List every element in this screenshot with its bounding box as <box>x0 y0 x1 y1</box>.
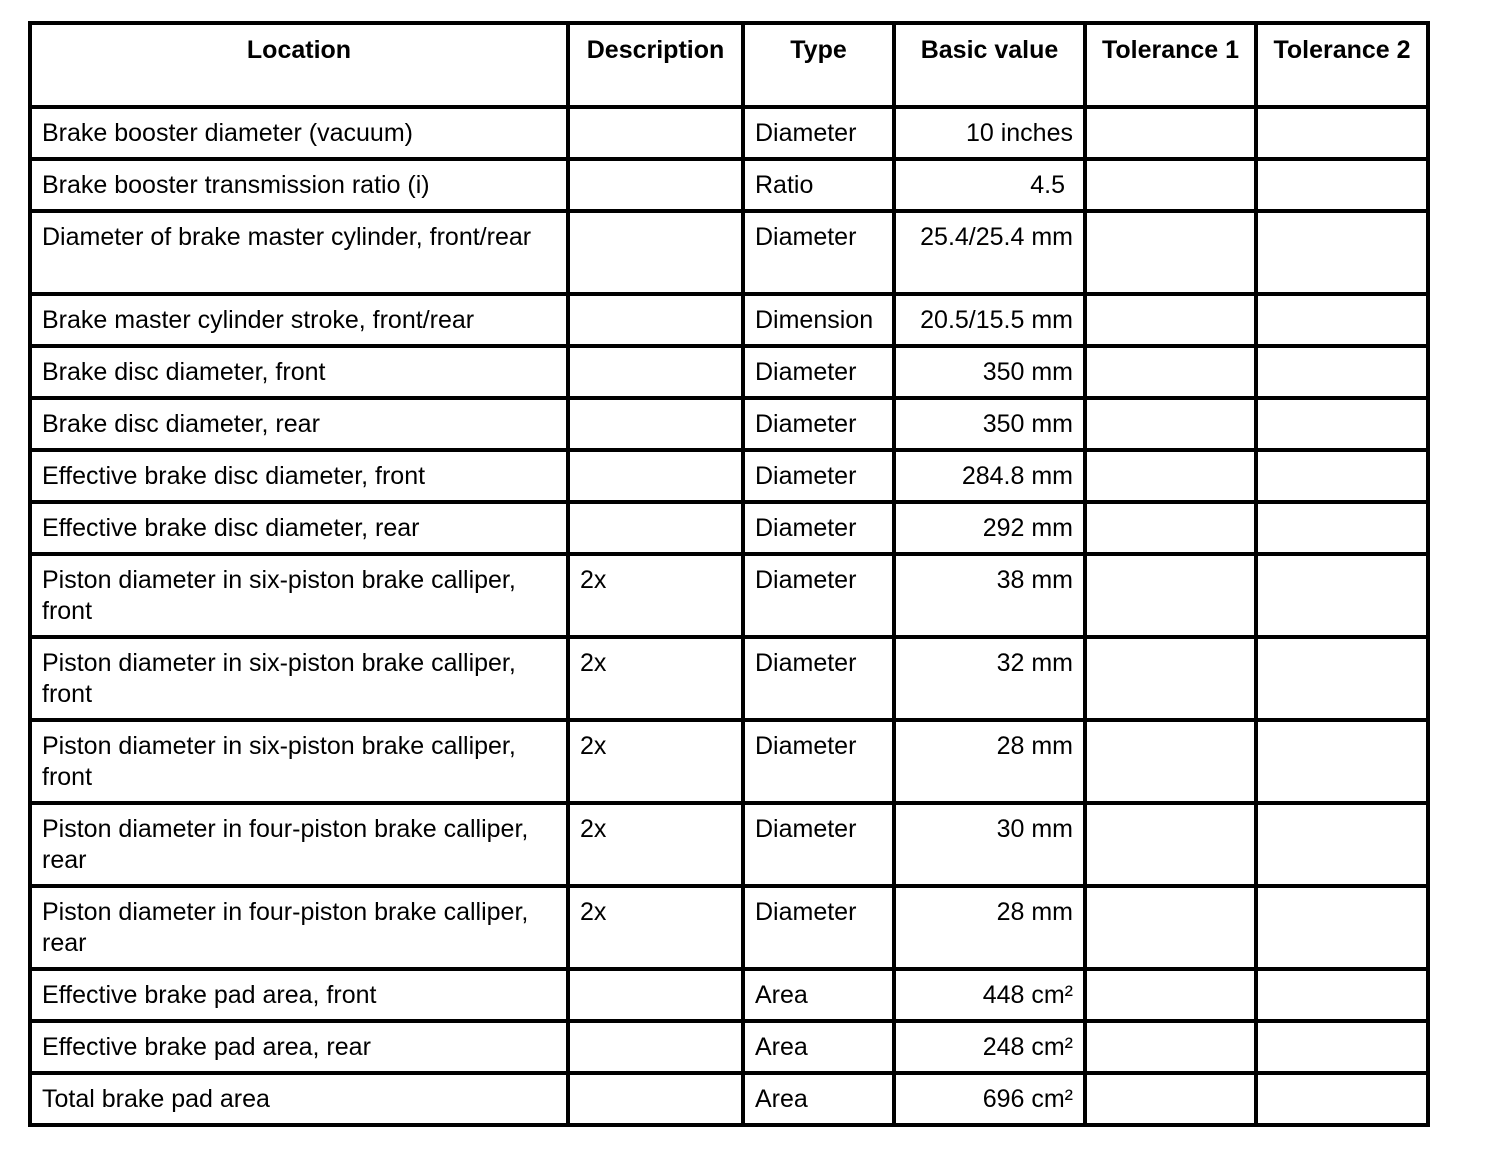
cell-basic-value: 696 cm² <box>894 1073 1085 1125</box>
cell-tolerance-2 <box>1256 398 1428 450</box>
cell-tolerance-1 <box>1085 803 1256 886</box>
cell-tolerance-1 <box>1085 1021 1256 1073</box>
cell-description <box>568 1073 743 1125</box>
table-row <box>30 803 1428 886</box>
cell-location: Brake booster diameter (vacuum) <box>30 107 568 159</box>
cell-type: Diameter <box>743 886 894 969</box>
cell-basic-value: 448 cm² <box>894 969 1085 1021</box>
cell-tolerance-2 <box>1256 969 1428 1021</box>
cell-tolerance-2 <box>1256 107 1428 159</box>
cell-basic-value: 284.8 mm <box>894 450 1085 502</box>
cell-tolerance-1 <box>1085 720 1256 803</box>
cell-description <box>568 107 743 159</box>
cell-type: Diameter <box>743 720 894 803</box>
spec-table <box>28 21 1430 1127</box>
cell-tolerance-1 <box>1085 294 1256 346</box>
cell-basic-value: 28 mm <box>894 886 1085 969</box>
header-basic-value: Basic value <box>894 23 1085 107</box>
cell-tolerance-1 <box>1085 346 1256 398</box>
cell-location: Piston diameter in four-piston brake calliper, rear <box>30 886 568 969</box>
cell-basic-value: 32 mm <box>894 637 1085 720</box>
cell-description <box>568 294 743 346</box>
cell-basic-value: 30 mm <box>894 803 1085 886</box>
cell-tolerance-1 <box>1085 886 1256 969</box>
table-row <box>30 554 1428 637</box>
cell-tolerance-1 <box>1085 398 1256 450</box>
cell-location: Piston diameter in six-piston brake calliper, front <box>30 637 568 720</box>
cell-tolerance-1 <box>1085 159 1256 211</box>
cell-type: Diameter <box>743 346 894 398</box>
cell-location: Piston diameter in six-piston brake calliper, front <box>30 554 568 637</box>
cell-basic-value: 38 mm <box>894 554 1085 637</box>
cell-basic-value: 28 mm <box>894 720 1085 803</box>
table-header-row <box>30 23 1428 107</box>
cell-tolerance-2 <box>1256 1021 1428 1073</box>
cell-description <box>568 159 743 211</box>
cell-tolerance-2 <box>1256 720 1428 803</box>
cell-basic-value: 20.5/15.5 mm <box>894 294 1085 346</box>
cell-type: Diameter <box>743 211 894 294</box>
cell-description <box>568 346 743 398</box>
cell-location: Brake disc diameter, front <box>30 346 568 398</box>
cell-tolerance-1 <box>1085 502 1256 554</box>
cell-location: Effective brake pad area, front <box>30 969 568 1021</box>
cell-description <box>568 450 743 502</box>
cell-location: Piston diameter in six-piston brake calliper, front <box>30 720 568 803</box>
cell-tolerance-1 <box>1085 107 1256 159</box>
cell-tolerance-1 <box>1085 450 1256 502</box>
table-row <box>30 1073 1428 1125</box>
table-row <box>30 294 1428 346</box>
cell-tolerance-2 <box>1256 637 1428 720</box>
cell-tolerance-1 <box>1085 554 1256 637</box>
cell-tolerance-2 <box>1256 159 1428 211</box>
cell-description <box>568 969 743 1021</box>
cell-type: Dimension <box>743 294 894 346</box>
table-row <box>30 720 1428 803</box>
table-row <box>30 637 1428 720</box>
cell-tolerance-2 <box>1256 554 1428 637</box>
header-tolerance-2: Tolerance 2 <box>1256 23 1428 107</box>
table-row <box>30 159 1428 211</box>
cell-description: 2x <box>568 803 743 886</box>
cell-type: Diameter <box>743 554 894 637</box>
cell-basic-value: 10 inches <box>894 107 1085 159</box>
cell-tolerance-2 <box>1256 211 1428 294</box>
cell-basic-value: 248 cm² <box>894 1021 1085 1073</box>
header-description: Description <box>568 23 743 107</box>
cell-description <box>568 398 743 450</box>
header-type: Type <box>743 23 894 107</box>
cell-tolerance-2 <box>1256 1073 1428 1125</box>
cell-tolerance-2 <box>1256 886 1428 969</box>
cell-type: Diameter <box>743 803 894 886</box>
cell-tolerance-1 <box>1085 637 1256 720</box>
cell-description: 2x <box>568 554 743 637</box>
cell-type: Diameter <box>743 398 894 450</box>
cell-tolerance-2 <box>1256 346 1428 398</box>
cell-description: 2x <box>568 886 743 969</box>
cell-location: Effective brake disc diameter, front <box>30 450 568 502</box>
table-row <box>30 450 1428 502</box>
table-row <box>30 969 1428 1021</box>
cell-location: Total brake pad area <box>30 1073 568 1125</box>
cell-description <box>568 1021 743 1073</box>
table-row <box>30 211 1428 294</box>
cell-type: Area <box>743 969 894 1021</box>
cell-type: Area <box>743 1021 894 1073</box>
cell-tolerance-2 <box>1256 803 1428 886</box>
cell-location: Brake disc diameter, rear <box>30 398 568 450</box>
cell-location: Effective brake pad area, rear <box>30 1021 568 1073</box>
cell-basic-value: 292 mm <box>894 502 1085 554</box>
table-row <box>30 346 1428 398</box>
cell-type: Diameter <box>743 637 894 720</box>
header-tolerance-1: Tolerance 1 <box>1085 23 1256 107</box>
cell-tolerance-1 <box>1085 1073 1256 1125</box>
cell-basic-value: 25.4/25.4 mm <box>894 211 1085 294</box>
cell-description: 2x <box>568 637 743 720</box>
cell-basic-value: 350 mm <box>894 346 1085 398</box>
cell-location: Effective brake disc diameter, rear <box>30 502 568 554</box>
cell-type: Ratio <box>743 159 894 211</box>
cell-type: Area <box>743 1073 894 1125</box>
cell-type: Diameter <box>743 107 894 159</box>
cell-location: Diameter of brake master cylinder, front/rear <box>30 211 568 294</box>
cell-basic-value: 4.5 <box>894 159 1085 211</box>
cell-type: Diameter <box>743 450 894 502</box>
table-row <box>30 502 1428 554</box>
table-row <box>30 886 1428 969</box>
cell-type: Diameter <box>743 502 894 554</box>
cell-location: Piston diameter in four-piston brake calliper, rear <box>30 803 568 886</box>
cell-description <box>568 211 743 294</box>
cell-tolerance-2 <box>1256 450 1428 502</box>
header-location: Location <box>30 23 568 107</box>
cell-description: 2x <box>568 720 743 803</box>
table-row <box>30 107 1428 159</box>
cell-location: Brake booster transmission ratio (i) <box>30 159 568 211</box>
cell-location: Brake master cylinder stroke, front/rear <box>30 294 568 346</box>
table-row <box>30 1021 1428 1073</box>
cell-tolerance-2 <box>1256 294 1428 346</box>
cell-tolerance-2 <box>1256 502 1428 554</box>
cell-tolerance-1 <box>1085 969 1256 1021</box>
cell-basic-value: 350 mm <box>894 398 1085 450</box>
cell-description <box>568 502 743 554</box>
table-row <box>30 398 1428 450</box>
cell-tolerance-1 <box>1085 211 1256 294</box>
